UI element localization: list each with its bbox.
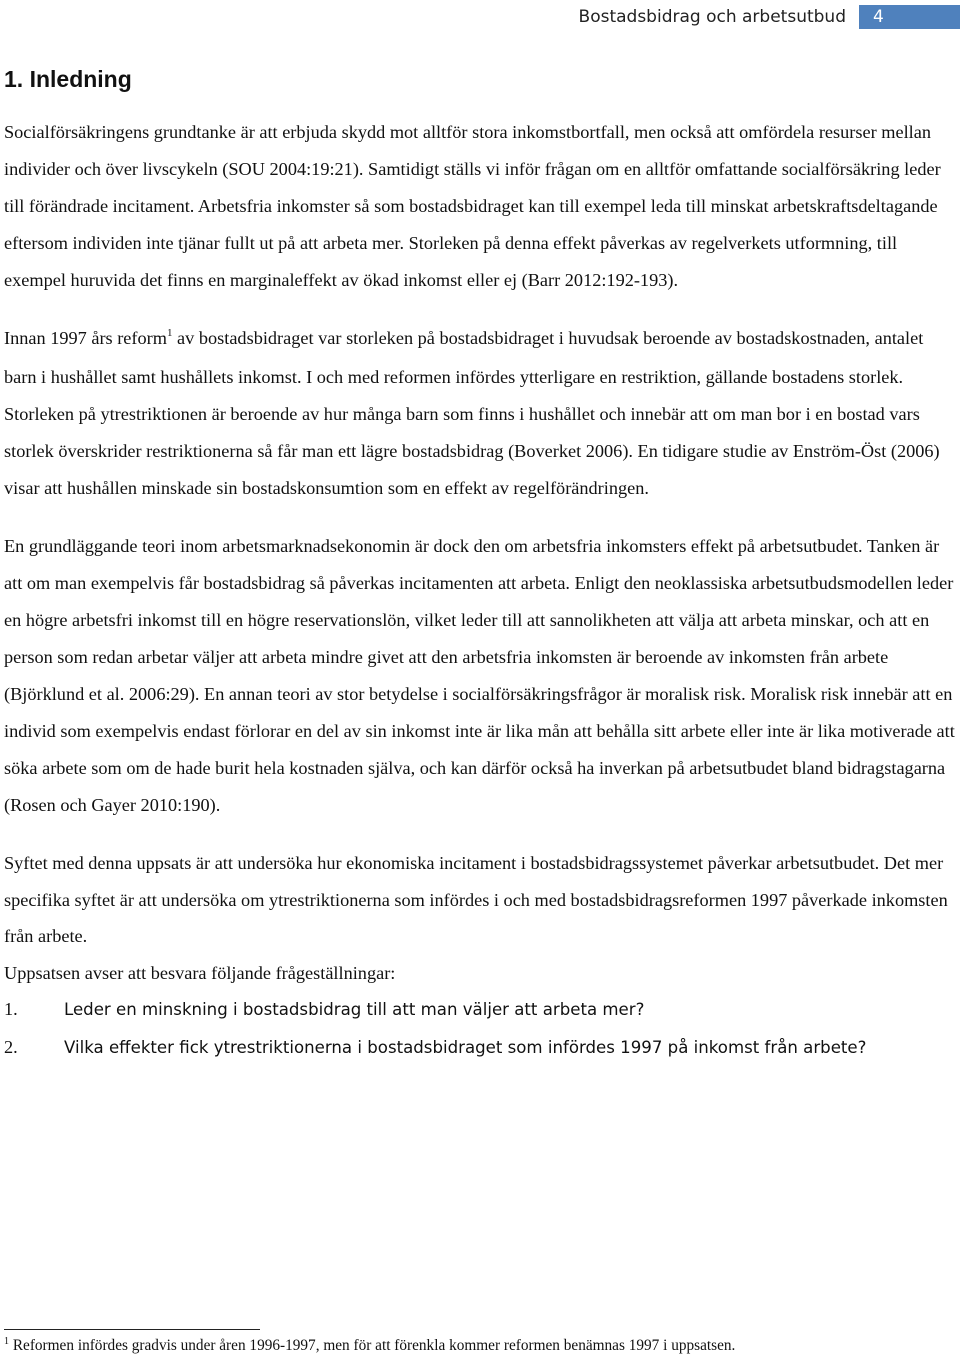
footnote-marker: 1 [4,1336,9,1347]
list-item-number: 2. [4,1037,18,1058]
list-item [4,1029,956,1067]
list-item-text: Vilka effekter fick ytrestriktionerna i bostadsbidraget som infördes 1997 på inkomst från arbete? [64,1038,867,1058]
footnote [4,1336,735,1358]
section-heading: 1. Inledning [4,66,132,92]
list-item-text: Leder en minskning i bostadsbidrag till att man väljer att arbeta mer? [64,1000,645,1020]
paragraph-3: En grundläggande teori inom arbetsmarknadsekonomin är dock den om arbetsfria inkomsters effekt på arbetsutbudet. Tanken är att om man exempelvis får bostadsbidrag så påverkas incitamenten att arbeta. Enligt den neoklassiska arbetsutbudsmodellen leder en högre arbetsfri inkomst till en högre reservationslön, vilket leder till att sannolikheten att välja att arbeta minskar, och att en person som redan arbetar väljer att arbeta mindre givet att den arbetsfria inkomsten är beroende av inkomsten från arbete (Björklund et al. 2006:29). En annan teori av stor betydelse i socialförsäkringsfrågor är moralisk risk. Moralisk risk innebär att en individ som exempelvis endast förlorar en del av sin inkomst inte är lika mån att behålla sitt arbete eller inte är lika motiverade att söka arbete som om de hade burit hela kostnaden själva, och kan därför också ha inverkan på arbetsutbudet bland bidragstagarna (Rosen och Gayer 2010:190). [4,536,955,816]
research-questions-list [4,991,956,1067]
paragraph-4: Syftet med denna uppsats är att undersöka hur ekonomiska incitament i bostadsbidragssystemet påverkar arbetsutbudet. Det mer specifika syftet är att undersöka om ytrestriktionerna som infördes i och med bostadsbidragsreformen 1997 påverkade inkomsten från arbete. [4,853,948,947]
footnote-reference[interactable]: 1 [166,326,173,339]
paragraph-2 [4,320,956,508]
footnote-separator [4,1329,260,1330]
footnote-text: Reformen infördes gradvis under åren 1996-1997, men för att förenkla kommer reformen benämnas 1997 i uppsatsen. [9,1337,736,1354]
paragraph-5: Uppsatsen avser att besvara följande frågeställningar: [4,962,396,983]
running-header-title: Bostadsbidrag och arbetsutbud [578,7,846,27]
list-item [4,991,956,1029]
page-number-badge: 4 [859,5,960,29]
paragraph-1: Socialförsäkringens grundtanke är att erbjuda skydd mot alltför stora inkomstbortfall, men också att omfördela resurser mellan individer och över livscykeln (SOU 2004:19:21). Samtidigt ställs vi inför frågan om en alltför omfattande socialförsäkring leder till förändrade incitament. Arbetsfria inkomster så som bostadsbidraget kan till exempel leda till minskat arbetskraftsdeltagande eftersom individen inte tjänar fullt ut på att arbeta mer. Storleken på denna effekt påverkas av regelverkets utformning, till exempel huruvida det finns en marginaleffekt av ökad inkomst eller ej (Barr 2012:192-193). [4,122,941,290]
body-text [4,114,956,1067]
list-item-number: 1. [4,999,18,1020]
paragraph-2-rest: av bostadsbidraget var storleken på bostadsbidraget i huvudsak beroende av bostadskostnaden, antalet barn i hushållet samt hushållets inkomst. I och med reformen infördes ytterligare en restriktion, gällande bostadens storlek. Storleken på ytrestriktionen är beroende av hur många barn som finns i hushållet och innebär att om man bor i en bostad vars storlek överskrider restriktionerna så får man ett lägre bostadsbidrag (Boverket 2006). En tidigare studie av Enström-Öst (2006) visar att hushållen minskade sin bostadskonsumtion som en effekt av regelförändringen. [4,327,940,499]
paragraph-2-start: Innan 1997 års reform [4,327,167,348]
